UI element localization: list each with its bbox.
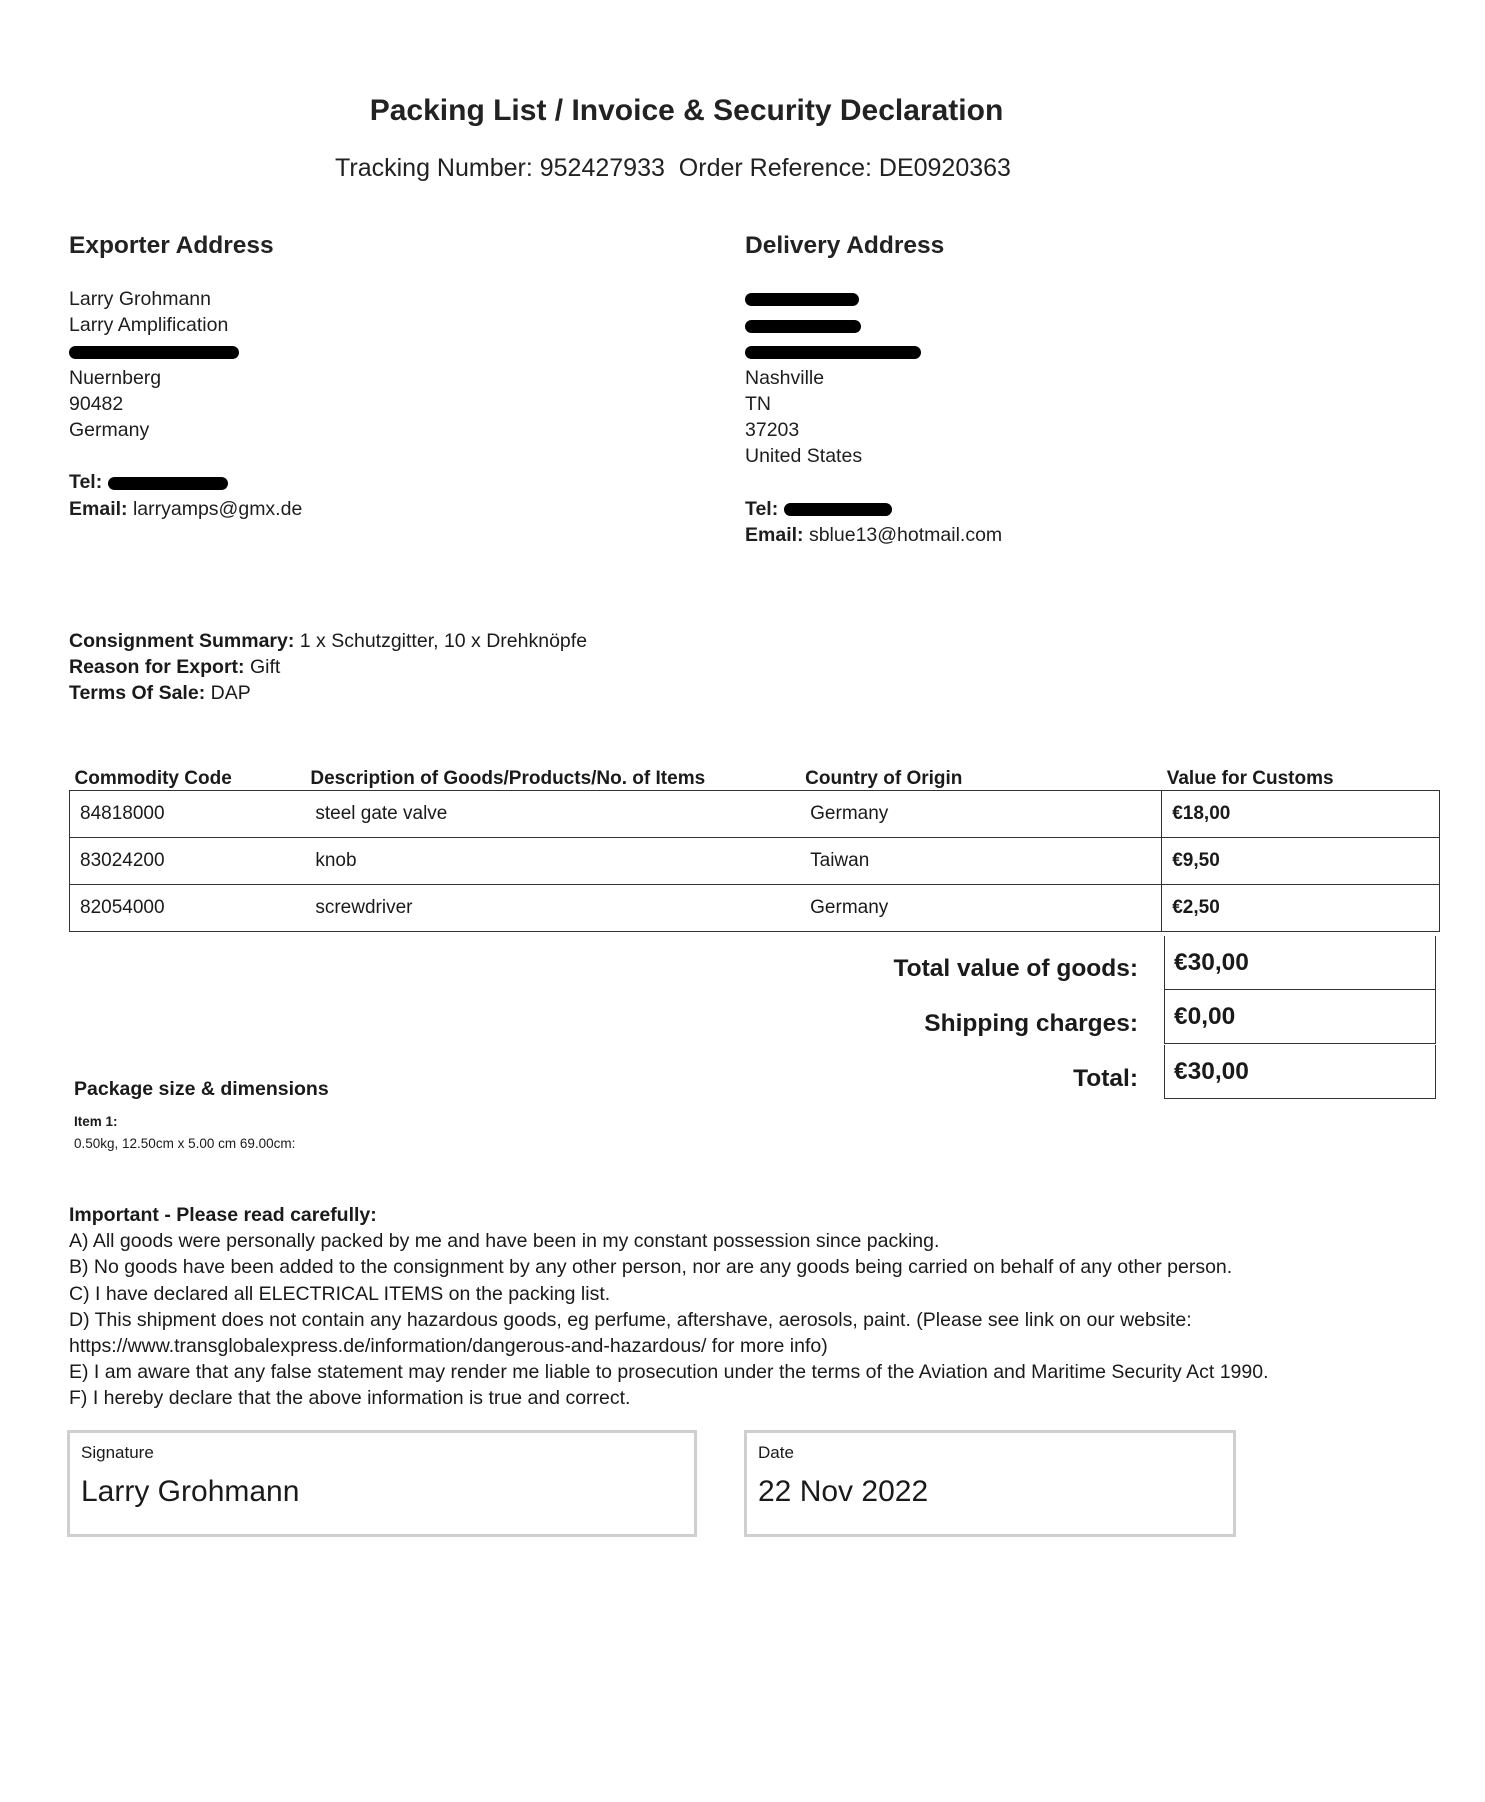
date-label: Date (758, 1443, 794, 1462)
delivery-email-value: sblue13@hotmail.com (808, 523, 1003, 546)
description: steel gate valve (305, 791, 800, 838)
commodity-code: 82054000 (70, 885, 306, 932)
delivery-line-redacted (745, 286, 1002, 312)
table-row (70, 838, 1440, 885)
exporter-tel (69, 469, 302, 495)
delivery-line-redacted (745, 312, 1002, 338)
total-goods-label: Total value of goods: (893, 955, 1138, 982)
exporter-address (69, 286, 302, 522)
customs-value: €18,00 (1162, 791, 1440, 838)
declaration-line: D) This shipment does not contain any hazardous goods, eg perfume, aftershave, aerosols, paint. (Please see link on our website: (69, 1308, 1192, 1331)
column-header: Value for Customs (1162, 766, 1440, 791)
delivery-address (745, 286, 1002, 548)
delivery-line: 37203 (745, 418, 800, 441)
exporter-heading: Exporter Address (69, 232, 274, 259)
tel-label: Tel: (69, 471, 103, 494)
declaration-line: A) All goods were personally packed by me and have been in my constant possession since packing. (69, 1230, 940, 1253)
order-label: Order Reference: (678, 154, 872, 182)
total-label: Total: (1073, 1065, 1138, 1092)
reason-value: Gift (249, 656, 281, 679)
package-heading: Package size & dimensions (74, 1078, 329, 1100)
description: knob (305, 838, 800, 885)
delivery-tel (745, 496, 1002, 522)
delivery-line-redacted (745, 338, 1002, 364)
tracking-number: 952427933 (539, 154, 665, 182)
consignment-label: Consignment Summary: (69, 630, 295, 652)
country-of-origin: Taiwan (800, 838, 1162, 885)
table-row (70, 885, 1440, 932)
delivery-line: TN (745, 392, 771, 415)
terms-value: DAP (210, 682, 251, 705)
declaration-line: C) I have declared all ELECTRICAL ITEMS on the packing list. (69, 1282, 611, 1305)
customs-value: €9,50 (1162, 838, 1440, 885)
exporter-email (69, 496, 302, 522)
package-item-label: Item 1: (74, 1114, 118, 1129)
declaration-line: E) I am aware that any false statement may render me liable to prosecution under the terms of the Aviation and Maritime Security Act 1990. (69, 1361, 1269, 1384)
declaration-line: https://www.transglobalexpress.de/information/dangerous-and-hazardous/ for more info) (69, 1335, 828, 1358)
delivery-email (745, 522, 1002, 548)
tracking-label: Tracking Number: (335, 154, 533, 182)
country-of-origin: Germany (800, 885, 1162, 932)
total-goods-value: €30,00 (1164, 936, 1436, 990)
tel-label: Tel: (745, 497, 779, 520)
exporter-line: 90482 (69, 392, 124, 415)
exporter-line: Nuernberg (69, 366, 162, 389)
declaration-line: F) I hereby declare that the above information is true and correct. (69, 1387, 631, 1410)
email-label: Email: (69, 497, 128, 520)
declaration-line: B) No goods have been added to the consignment by any other person, nor are any goods being carried on behalf of any other person. (69, 1256, 1233, 1279)
package-item-value: 0.50kg, 12.50cm x 5.00 cm 69.00cm: (74, 1136, 296, 1151)
reason-label: Reason for Export: (69, 656, 245, 679)
delivery-line: United States (745, 445, 863, 468)
consignment-summary (69, 628, 587, 707)
exporter-email-value: larryamps@gmx.de (132, 497, 303, 520)
delivery-line: Nashville (745, 366, 825, 389)
table-row (70, 791, 1440, 838)
column-header: Description of Goods/Products/No. of Items (305, 766, 800, 791)
order-reference: DE0920363 (878, 154, 1011, 182)
shipping-charges-label: Shipping charges: (924, 1010, 1138, 1037)
signature-label: Signature (81, 1443, 154, 1462)
country-of-origin: Germany (800, 791, 1162, 838)
exporter-line: Germany (69, 418, 150, 441)
terms-label: Terms Of Sale: (69, 682, 206, 705)
exporter-line: Larry Amplification (69, 314, 229, 337)
commodity-code: 84818000 (70, 791, 306, 838)
important-heading: Important - Please read carefully: (69, 1204, 377, 1226)
goods-table-header (70, 766, 1440, 791)
shipping-charges-value: €0,00 (1164, 990, 1436, 1044)
column-header: Country of Origin (800, 766, 1162, 791)
tracking-line (0, 154, 1346, 183)
signature-box (67, 1430, 697, 1537)
column-header: Commodity Code (70, 766, 306, 791)
customs-value: €2,50 (1162, 885, 1440, 932)
important-notice (69, 1202, 1269, 1412)
goods-table (69, 766, 1440, 932)
document-title: Packing List / Invoice & Security Declaration (369, 94, 1004, 127)
description: screwdriver (305, 885, 800, 932)
exporter-line: Larry Grohmann (69, 288, 211, 310)
date-value: 22 Nov 2022 (758, 1475, 929, 1508)
total-value: €30,00 (1164, 1045, 1436, 1099)
exporter-street-redacted (69, 338, 302, 364)
commodity-code: 83024200 (70, 838, 306, 885)
signature-value: Larry Grohmann (81, 1475, 300, 1508)
delivery-heading: Delivery Address (745, 232, 945, 259)
date-box (744, 1430, 1236, 1537)
consignment-value: 1 x Schutzgitter, 10 x Drehknöpfe (299, 630, 588, 652)
email-label: Email: (745, 523, 804, 546)
